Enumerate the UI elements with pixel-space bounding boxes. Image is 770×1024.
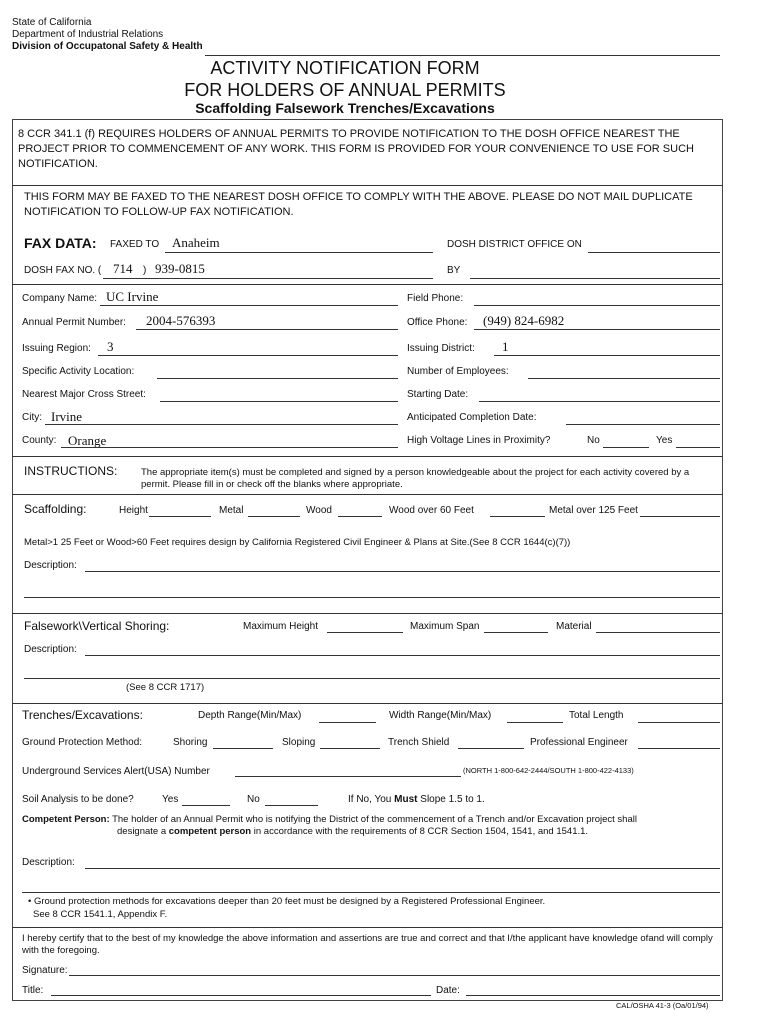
- field-phone-field[interactable]: [474, 305, 720, 306]
- gpm-shoring-field[interactable]: [213, 748, 273, 749]
- falsework-label: Falsework\Vertical Shoring:: [24, 619, 170, 633]
- header-division: Division of Occupatonal Safety & Health: [12, 41, 203, 52]
- gpm-shield-label: Trench Shield: [388, 737, 450, 748]
- fw-see-ref: (See 8 CCR 1717): [126, 682, 205, 693]
- company-value[interactable]: UC Irvine: [106, 289, 159, 304]
- faxed-to-label: FAXED TO: [110, 239, 160, 250]
- fw-max-height-label: Maximum Height: [243, 621, 319, 632]
- fw-material-label: Material: [556, 621, 592, 632]
- faxed-to-value[interactable]: Anaheim: [172, 235, 220, 250]
- completion-label: Anticipated Completion Date:: [407, 412, 537, 423]
- scaf-wood60-field[interactable]: [490, 516, 545, 517]
- notice-fax: THIS FORM MAY BE FAXED TO THE NEAREST DOSH OFFICE TO COMPLY WITH THE ABOVE. PLEASE DO NOT MAIL DUPLICATE NOTIFICATION TO FOLLOW-UP FAX NOTIFICATION.: [24, 191, 693, 218]
- fw-desc-label: Description:: [24, 644, 77, 655]
- city-value[interactable]: Irvine: [51, 409, 83, 424]
- hv-lines-label: High Voltage Lines in Proximity?: [407, 435, 551, 446]
- fw-max-span-field[interactable]: [484, 632, 548, 633]
- scaf-wood60-label: Wood over 60 Feet: [389, 505, 474, 516]
- usa-field[interactable]: [235, 776, 461, 777]
- soil-if-no: If No, You Must Slope 1.5 to 1.: [348, 794, 485, 805]
- office-phone-label: Office Phone:: [407, 317, 468, 328]
- fax-area-code[interactable]: 714: [113, 261, 133, 276]
- fax-heading: FAX DATA:: [24, 235, 97, 251]
- soil-yes-label: Yes: [162, 794, 179, 805]
- tr-width-label: Width Range(Min/Max): [389, 710, 492, 721]
- gp-bullet-ref: See 8 CCR 1541.1, Appendix F.: [33, 909, 168, 920]
- instructions-text: The appropriate item(s) must be completed and signed by a person knowledgeable about the project for each activity covered by a permit. Please fill in or check off the blanks where appropriate.: [141, 467, 690, 490]
- notice-requirement: 8 CCR 341.1 (f) REQUIRES HOLDERS OF ANNUAL PERMITS TO PROVIDE NOTIFICATION TO THE DOSH OFFICE NEAREST THE PROJECT PRIOR TO COMMENCEMENT OF ANY WORK. THIS FORM IS PROVIDED FOR YOUR CONVENIENCE TO USE FOR SUCH NOTIFICATION.: [18, 128, 694, 170]
- tr-desc-field[interactable]: [85, 868, 720, 869]
- scaf-desc-field[interactable]: [85, 571, 720, 572]
- soil-label: Soil Analysis to be done?: [22, 794, 134, 805]
- header-dept: Department of Industrial Relations: [12, 29, 164, 40]
- cross-street-label: Nearest Major Cross Street:: [22, 389, 146, 400]
- completion-field[interactable]: [566, 424, 720, 425]
- hv-no-field[interactable]: [603, 447, 649, 448]
- form-activities: Scaffolding Falsework Trenches/Excavations: [195, 100, 495, 116]
- district-office-label: DOSH DISTRICT OFFICE ON: [447, 239, 582, 250]
- gp-bullet: • Ground protection methods for excavations deeper than 20 feet must be designed by a Registered Professional Engineer.: [28, 896, 546, 907]
- by-label: BY: [447, 265, 461, 276]
- scaf-height-field[interactable]: [149, 516, 211, 517]
- fw-max-height-field[interactable]: [327, 632, 403, 633]
- usa-phones: (NORTH 1-800-642-2444/SOUTH 1-800-422-4133): [463, 766, 634, 775]
- district-office-field[interactable]: [588, 252, 720, 253]
- district-value[interactable]: 1: [502, 339, 509, 354]
- instructions-label: INSTRUCTIONS:: [24, 464, 118, 478]
- title-label: Title:: [22, 985, 44, 996]
- gpm-shoring-label: Shoring: [173, 737, 208, 748]
- city-label: City:: [22, 412, 42, 423]
- soil-no-label: No: [247, 794, 260, 805]
- scaf-wood-field[interactable]: [338, 516, 382, 517]
- tr-depth-label: Depth Range(Min/Max): [198, 710, 302, 721]
- location-field[interactable]: [157, 378, 398, 379]
- scaf-metal125-label: Metal over 125 Feet: [549, 505, 638, 516]
- header-rule: [205, 55, 720, 56]
- date-field[interactable]: [466, 995, 720, 996]
- gpm-pe-field[interactable]: [638, 748, 720, 749]
- scaf-note: Metal>1 25 Feet or Wood>60 Feet requires design by California Registered Civil Engineer & Plans at Site.(See 8 CCR 1644(c)(7)): [24, 537, 571, 548]
- gpm-label: Ground Protection Method:: [22, 737, 143, 748]
- region-value[interactable]: 3: [107, 339, 114, 354]
- form-title: ACTIVITY NOTIFICATION FORM: [210, 58, 480, 78]
- tr-length-field[interactable]: [638, 722, 720, 723]
- soil-no-field[interactable]: [265, 805, 318, 806]
- tr-length-label: Total Length: [569, 710, 624, 721]
- usa-label: Underground Services Alert(USA) Number: [22, 766, 210, 777]
- signature-label: Signature:: [22, 965, 68, 976]
- hv-yes-label: Yes: [656, 435, 673, 446]
- header-state: State of California: [12, 17, 92, 28]
- fw-max-span-label: Maximum Span: [410, 621, 480, 632]
- gpm-sloping-label: Sloping: [282, 737, 316, 748]
- fw-desc-field[interactable]: [85, 655, 720, 656]
- form-subtitle: FOR HOLDERS OF ANNUAL PERMITS: [184, 80, 506, 100]
- scaffolding-label: Scaffolding:: [24, 502, 87, 516]
- location-label: Specific Activity Location:: [22, 366, 135, 377]
- county-value[interactable]: Orange: [68, 433, 107, 448]
- county-label: County:: [22, 435, 57, 446]
- date-label: Date:: [436, 985, 460, 996]
- certification-text: I hereby certify that to the best of my knowledge the above information and assertions are true and correct and that I/the applicant have knowledge ofand will comply with the foregoing.: [22, 933, 713, 956]
- region-label: Issuing Region:: [22, 343, 91, 354]
- gpm-shield-field[interactable]: [458, 748, 524, 749]
- field-phone-label: Field Phone:: [407, 293, 464, 304]
- scaf-metal-field[interactable]: [248, 516, 300, 517]
- company-label: Company Name:: [22, 293, 98, 304]
- tr-width-field[interactable]: [507, 722, 563, 723]
- soil-yes-field[interactable]: [182, 805, 230, 806]
- fw-material-field[interactable]: [596, 632, 720, 633]
- scaf-desc-label: Description:: [24, 560, 77, 571]
- permit-value[interactable]: 2004-576393: [146, 313, 216, 328]
- signature-field[interactable]: [69, 975, 720, 976]
- trenches-label: Trenches/Excavations:: [22, 708, 143, 722]
- employees-label: Number of Employees:: [407, 366, 509, 377]
- gpm-sloping-field[interactable]: [320, 748, 380, 749]
- office-phone-value[interactable]: (949) 824-6982: [483, 313, 565, 328]
- cross-street-field[interactable]: [160, 401, 398, 402]
- employees-field[interactable]: [528, 378, 720, 379]
- tr-desc-label: Description:: [22, 857, 75, 868]
- district-label: Issuing District:: [407, 343, 475, 354]
- scaf-height-label: Height: [119, 505, 148, 516]
- hv-yes-field[interactable]: [676, 447, 720, 448]
- gpm-pe-label: Professional Engineer: [530, 737, 628, 748]
- scaf-wood-label: Wood: [306, 505, 332, 516]
- hv-no-label: No: [587, 435, 600, 446]
- competent-person-line2: designate a competent person in accordance with the requirements of 8 CCR Section 1504, 1541, and 1541.1.: [117, 826, 589, 837]
- start-date-label: Starting Date:: [407, 389, 469, 400]
- fax-number-value[interactable]: 939-0815: [155, 261, 205, 276]
- scaf-metal-label: Metal: [219, 505, 244, 516]
- by-field[interactable]: [470, 278, 720, 279]
- title-field[interactable]: [51, 995, 431, 996]
- tr-depth-field[interactable]: [319, 722, 376, 723]
- form-id: CAL/OSHA 41-3 (Oa/01/94): [616, 1001, 709, 1010]
- scaf-metal125-field[interactable]: [640, 516, 720, 517]
- fax-no-label: DOSH FAX NO. (: [24, 265, 102, 276]
- start-date-field[interactable]: [479, 401, 720, 402]
- competent-person-line1: Competent Person: The holder of an Annual Permit who is notifying the District of the commencement of a Trench and/or Excavation project shall: [22, 814, 637, 825]
- permit-label: Annual Permit Number:: [22, 317, 126, 328]
